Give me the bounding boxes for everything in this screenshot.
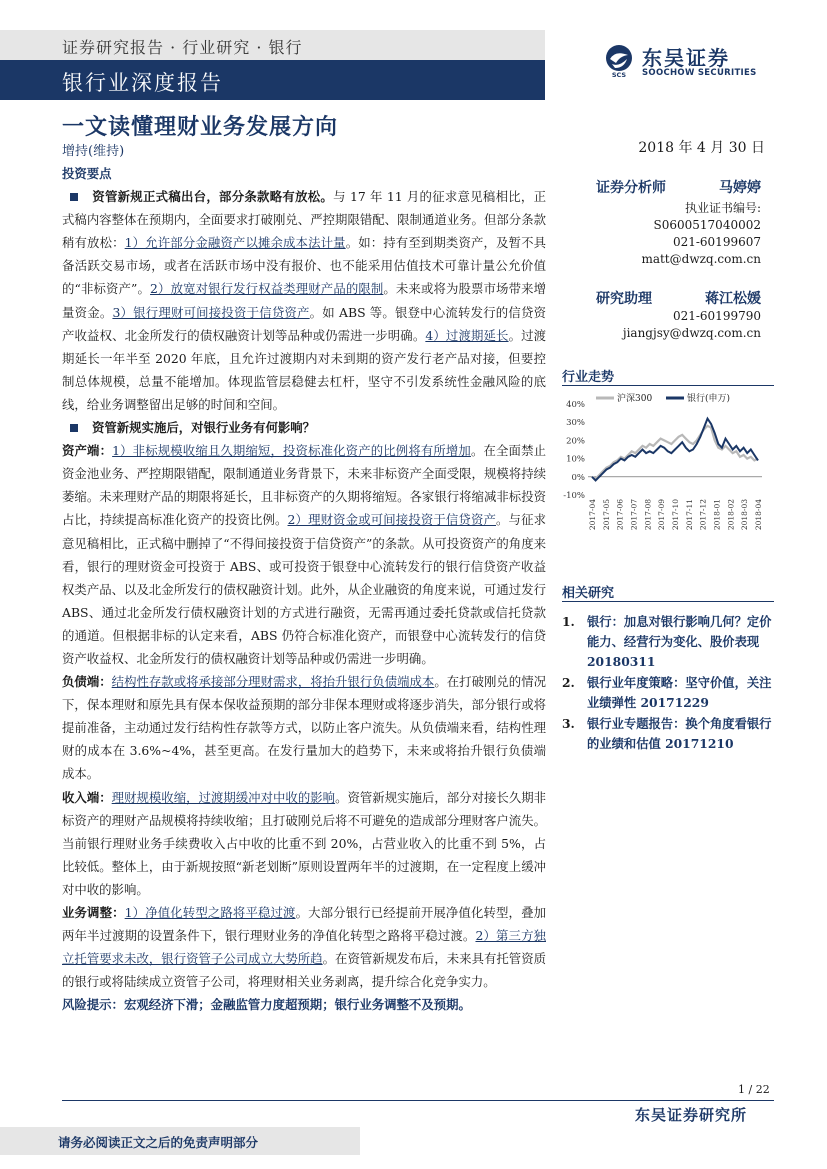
paragraph-asset: 资产端：1）非标规模收缩且久期缩短，投资标准化资产的比例将有所增加。在全面禁止资金池业务、严控期限错配，限制通道业务背景下，未来非标资产全面受限，规模将持续萎缩。未来理财产品的期限将延长，且非标资产的久期将缩短。各家银行将缩减非标投资占比，持续提高标准化资产的投资比例。2）理财资金或可间接投资于信贷资产。与征求意见稿相比，正式稿中删掉了“不得间接投资于信贷资产”的条款。从可投资资产的角度来看，银行的理财资金可投资于 ABS、或可投资于银登中心流转发行的银行信贷资产收益权类产品、以及北金所发行的债权融资计划。此外，从企业融资的角度来说，可通过发行 ABS、通过北金所发行债权融资计划的方式进行融资，无需再通过委托贷款或信托贷款的通道。但根据非标的认定来看，ABS 仍符合标准化资产，而银登中心流转发行的信贷资产收益权、北金所发行的债权融资计划等品种或仍需进一步明确。: [62, 443, 547, 666]
y-tick-label: 10%: [566, 454, 585, 465]
series-line-0: [592, 426, 758, 479]
x-tick-label: 2018-02: [726, 499, 736, 531]
industry-trend-chart: [558, 390, 770, 560]
x-tick-label: 2017-05: [601, 499, 611, 531]
series-line-1: [592, 419, 758, 481]
report-category: 证券研究报告 · 行业研究 · 银行: [62, 38, 303, 57]
bullet-square-icon: [70, 424, 78, 432]
cert-number: S0600517040002: [653, 218, 761, 232]
paragraph-liability: 负债端：结构性存款或将承接部分理财需求，将抬升银行负债端成本。在打破刚兑的情况下，保本理财和原先具有保本保收益预期的部分非保本理财或将逐步消失，部分银行或将提前准备，主动通过发行结构性存款等方式，以防止客户流失。从负债端来看，结构性理财的成本在 3.6%~4%，甚至更高。在发行量加大的趋势下，未来或将抬升银行负债端成本。: [62, 674, 547, 782]
x-tick-label: 2017-04: [588, 499, 597, 531]
y-tick-label: -10%: [563, 491, 585, 501]
related-item[interactable]: 3. 银行业专题报告：换个角度看银行的业绩和估值 20171210: [562, 716, 772, 751]
x-tick-label: 2017-06: [615, 499, 625, 531]
related-item[interactable]: 2. 银行业年度策略：坚守价值，关注业绩弹性 20171229: [562, 675, 772, 710]
brand-name-en: SOOCHOW SECURITIES: [642, 68, 757, 78]
trend-divider: [562, 385, 774, 386]
x-tick-label: 2017-07: [629, 499, 639, 531]
x-tick-label: 2018-01: [712, 499, 722, 531]
related-title: 相关研究: [562, 586, 615, 601]
paragraph-adjustment: 业务调整：1）净值化转型之路将平稳过渡。大部分银行已经提前开展净值化转型，叠加两年半过渡期的设置条件下，银行理财业务的净值化转型之路将平稳过渡。2）第三方独立托管要求未改，银行资管子公司成立大势所趋。在资管新规发布后，未来具有托管资质的银行或将陆续成立资管子公司，将理财相关业务剥离，提升综合化竞争实力。: [62, 905, 547, 990]
bullet-square-icon: [70, 193, 78, 201]
logo-mark-icon: [602, 44, 636, 78]
report-body: [62, 162, 546, 1016]
x-tick-label: 2018-04: [754, 499, 763, 531]
page-number: 1 / 22: [738, 1083, 770, 1096]
assistant-email[interactable]: jiangjsy@dwzq.com.cn: [622, 326, 761, 340]
logo-short-text: SCS: [611, 71, 627, 78]
x-tick-label: 2018-03: [740, 499, 750, 531]
rating: 增持(维持): [62, 144, 125, 159]
analyst-title: 证券分析师: [596, 180, 666, 196]
disclaimer-band: [0, 1127, 360, 1155]
trend-title: 行业走势: [562, 370, 615, 385]
analyst-name: 马婷婷: [719, 180, 761, 196]
disclaimer-text: 请务必阅读正文之后的免责声明部分: [58, 1135, 259, 1150]
assistant-title: 研究助理: [596, 291, 652, 307]
report-date: 2018 年 4 月 30 日: [638, 140, 765, 156]
paragraph-2: 资管新规实施后，对银行业务有何影响？: [62, 416, 546, 439]
assistant-name: 蒋江松媛: [705, 291, 761, 307]
category-band: [0, 30, 545, 60]
cert-label: 执业证书编号:: [684, 201, 761, 215]
analyst-info: [641, 200, 761, 268]
related-research-list: [562, 612, 774, 755]
brand-logo: [602, 42, 782, 82]
related-item[interactable]: 1. 银行：加息对银行影响几何？定价能力、经营行为变化、股价表现 20180311: [562, 614, 772, 669]
report-type-band: [0, 60, 545, 100]
footer-org: 东吴证券研究所: [634, 1106, 747, 1124]
section-heading: 投资要点: [62, 166, 112, 181]
y-tick-label: 0%: [571, 472, 585, 483]
assistant-phone: 021-60199790: [672, 309, 761, 323]
analyst-phone: 021-60199607: [672, 235, 761, 249]
x-tick-label: 2017-08: [643, 499, 653, 531]
legend-label: 银行(申万): [687, 394, 731, 404]
legend-label: 沪深300: [617, 394, 653, 404]
analyst-email[interactable]: matt@dwzq.com.cn: [641, 252, 761, 266]
y-tick-label: 30%: [566, 418, 585, 429]
related-divider: [562, 601, 774, 602]
brand-name-cn: 东吴证券: [642, 46, 730, 70]
x-tick-label: 2017-11: [684, 499, 694, 531]
risk-warning: 风险提示：宏观经济下滑；金融监管力度超预期；银行业务调整不及预期。: [62, 997, 471, 1013]
x-tick-label: 2017-12: [698, 499, 708, 531]
assistant-info: [623, 308, 761, 342]
paragraph-income: 收入端：理财规模收缩，过渡期缓冲对中收的影响。资管新规实施后，部分对接长久期非标资产的理财产品规模将持续收缩；且打破刚兑后将不可避免的造成部分理财客户流失。当前银行理财业务手续费收入占中收的比重不到 20%，占营业收入的比重不到 5%，占比较低。整体上，由于新规按照“新老划断”原则设置两年半的过渡期，在一定程度上缓冲对中收的影响。: [62, 789, 547, 897]
report-type: 银行业深度报告: [62, 71, 223, 95]
y-tick-label: 40%: [566, 400, 585, 410]
report-title: 一文读懂理财业务发展方向: [62, 114, 339, 140]
footer-divider: [62, 1100, 774, 1101]
x-tick-label: 2017-10: [671, 499, 680, 531]
y-tick-label: 20%: [566, 436, 585, 447]
x-tick-label: 2017-09: [657, 499, 667, 531]
paragraph-1: 资管新规正式稿出台，部分条款略有放松。与 17 年 11 月的征求意见稿相比，正式稿内容整体在预期内，全面要求打破刚兑、严控期限错配、限制通道业务。但部分条款稍有放松：1）允许部分金融资产以摊余成本法计量。如：持有至到期类资产，及暂不具备活跃交易市场，或者在活跃市场中没有报价、也不能采用估值技术可靠计量公允价值的“非标资产”。2）放宽对银行发行权益类理财产品的限制。未来或将为股票市场带来增量资金。3）银行理财可间接投资于信贷资产。如 ABS 等。银登中心流转发行的信贷资产收益权、北金所发行的债权融资计划等品种或仍需进一步明确。4）过渡期延长。过渡期延长一年半至 2020 年底，且允许过渡期内对未到期的资产发行老产品对接，但要控制总体规模，总量不能增加。体现监管层稳健去杠杆，坚守不引发系统性金融风险的底线，给业务调整留出足够的时间和空间。: [62, 189, 547, 412]
